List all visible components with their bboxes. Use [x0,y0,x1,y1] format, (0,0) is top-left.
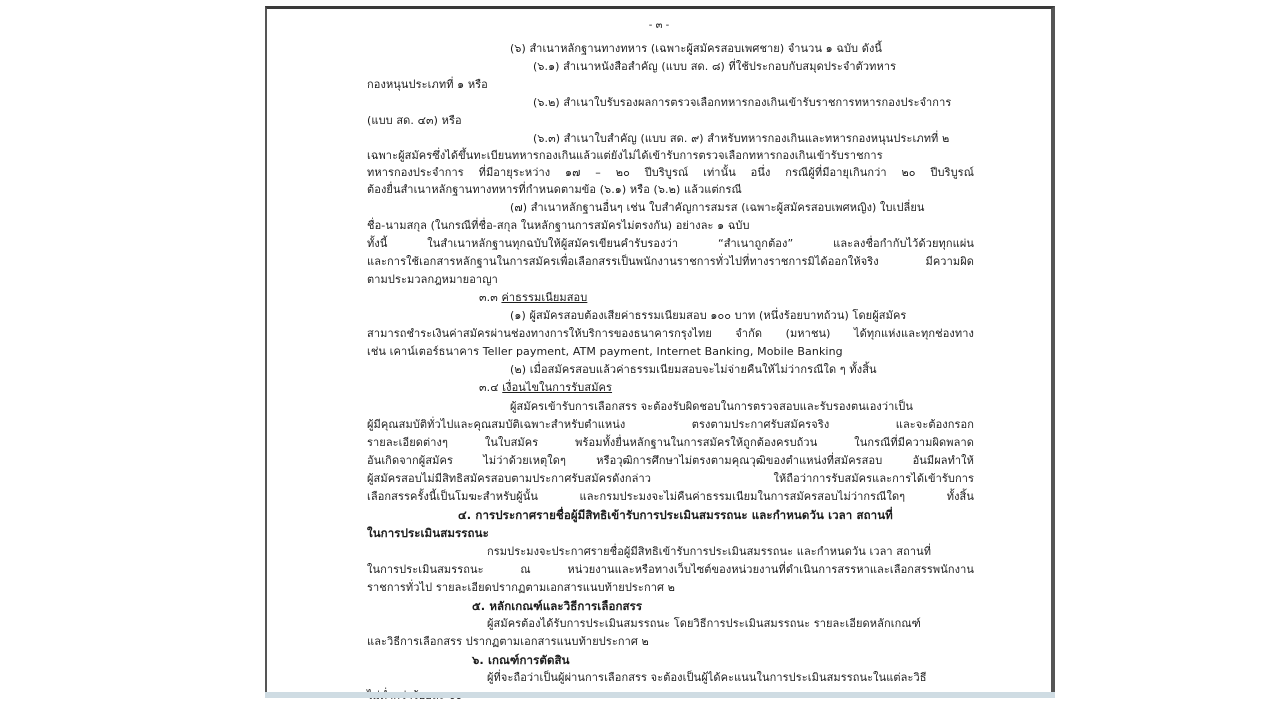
text-line: และการใช้เอกสารหลักฐานในการสมัครเพื่อเลือกสรรเป็นพนักงานราชการทั่วไปที่ทางราชการมิได้ออกให้จริง มีความผิด [367,255,974,268]
text-line: อันเกิดจากผู้สมัคร ไม่ว่าด้วยเหตุใดๆ หรือวุฒิการศึกษาไม่ตรงตามคุณวุฒิของตำแหน่งที่สมัครสอบ อันมีผลทำให้ [367,454,974,467]
text-line: ทหารกองประจำการ ที่มีอายุระหว่าง ๑๗ – ๒๐ ปีบริบูรณ์ เท่านั้น อนึ่ง กรณีผู้ที่มีอายุเกินกว่า ๒๐ ปีบริบูรณ์ [367,166,974,179]
section-title: ค่าธรรมเนียมสอบ [501,291,588,304]
text-line: ในการประเมินสมรรถนะ ณ หน่วยงานและหรือทางเว็บไซต์ของหน่วยงานที่ดำเนินการสรรหาและเลือกสรรพนักงาน [367,563,974,576]
section-number: ๓.๓ [479,291,502,304]
text-line: ราชการทั่วไป รายละเอียดปรากฏตามเอกสารแนบท้ายประกาศ ๒ [367,581,676,594]
page-number: - ๓ - [648,20,670,31]
text-line: ต้องยื่นสำเนาหลักฐานทางทหารที่กำหนดตามข้อ (๖.๑) หรือ (๖.๒) แล้วแต่กรณี [367,183,742,196]
section-heading [479,291,587,305]
section-number: ๓.๔ [479,381,503,394]
text-line: ผู้สมัครเข้ารับการเลือกสรร จะต้องรับผิดชอบในการตรวจสอบและรับรองตนเองว่าเป็น [510,400,914,413]
section-heading: ๖. เกณฑ์การตัดสิน [472,653,570,667]
text-line: เฉพาะผู้สมัครซึ่งได้ขึ้นทะเบียนทหารกองเกินแล้วแต่ยังไม่ได้เข้ารับการตรวจเลือกทหารกองเกินเข้ารับราชการ [367,149,883,162]
text-line: ผู้มีคุณสมบัติทั่วไปและคุณสมบัติเฉพาะสำหรับตำแหน่ง ตรงตามประกาศรับสมัครจริง และจะต้องกรอก [367,418,974,431]
text-line: รายละเอียดต่างๆ ในใบสมัคร พร้อมทั้งยื่นหลักฐานในการสมัครให้ถูกต้องครบถ้วน ในกรณีที่มีความผิดพลาด [367,436,974,449]
text-line: ชื่อ-นามสกุล (ในกรณีที่ชื่อ-สกุล ในหลักฐานการสมัครไม่ตรงกัน) อย่างละ ๑ ฉบับ [367,219,750,232]
section-heading: ในการประเมินสมรรถนะ [367,526,489,540]
section-heading: ๕. หลักเกณฑ์และวิธีการเลือกสรร [472,599,643,613]
text-line: (๖.๑) สำเนาหนังสือสำคัญ (แบบ สด. ๘) ที่ใช้ประกอบกับสมุดประจำตัวทหาร [533,60,897,73]
text-line: (๖) สำเนาหลักฐานทางทหาร (เฉพาะผู้สมัครสอบเพศชาย) จำนวน ๑ ฉบับ ดังนี้ [510,42,883,55]
text-line: สามารถชำระเงินค่าสมัครผ่านช่องทางการให้บริการของธนาคารกรุงไทย จำกัด (มหาชน) ได้ทุกแห่งและทุกช่องทาง [367,327,974,340]
section-heading: ๔. การประกาศรายชื่อผู้มีสิทธิเข้ารับการประเมินสมรรถนะ และกำหนดวัน เวลา สถานที่ [458,508,893,522]
text-line: กองหนุนประเภทที่ ๑ หรือ [367,78,488,91]
text-line: (๖.๒) สำเนาใบรับรองผลการตรวจเลือกทหารกองเกินเข้ารับราชการทหารกองประจำการ [533,96,952,109]
text-line: เช่น เคาน์เตอร์ธนาคาร Teller payment, ATM payment, Internet Banking, Mobile Banking [367,345,843,358]
section-heading [479,381,612,395]
text-line: (แบบ สด. ๔๓) หรือ [367,114,462,127]
section-title: เงื่อนไขในการรับสมัคร [502,381,613,394]
text-line: (๑) ผู้สมัครสอบต้องเสียค่าธรรมเนียมสอบ ๑๐๐ บาท (หนึ่งร้อยบาทถ้วน) โดยผู้สมัคร [510,309,907,322]
text-line: ผู้สมัครสอบไม่มีสิทธิสมัครสอบตามประกาศรับสมัครดังกล่าว ให้ถือว่าการรับสมัครและการได้เข้ารับการ [367,472,974,485]
text-line: ทั้งนี้ ในสำเนาหลักฐานทุกฉบับให้ผู้สมัครเขียนคำรับรองว่า “สำเนาถูกต้อง” และลงชื่อกำกับไว้ด้วยทุกแผ่น [367,237,974,250]
text-line: เลือกสรรครั้งนี้เป็นโมฆะสำหรับผู้นั้น และกรมประมงจะไม่คืนค่าธรรมเนียมในการสมัครสอบไม่ว่ากรณีใดๆ ทั้งสิ้น [367,490,974,503]
text-line: (๗) สำเนาหลักฐานอื่นๆ เช่น ใบสำคัญการสมรส (เฉพาะผู้สมัครสอบเพศหญิง) ใบเปลี่ยน [510,201,925,214]
scroll-edge [265,692,1055,698]
text-line: ผู้ที่จะถือว่าเป็นผู้ผ่านการเลือกสรร จะต้องเป็นผู้ได้คะแนนในการประเมินสมรรถนะในแต่ละวิธี [487,671,927,684]
document-body [267,9,1051,694]
text-line: (๖.๓) สำเนาใบสำคัญ (แบบ สด. ๙) สำหรับทหารกองเกินและทหารกองหนุนประเภทที่ ๒ [533,132,950,145]
text-line: ผู้สมัครต้องได้รับการประเมินสมรรถนะ โดยวิธีการประเมินสมรรถนะ รายละเอียดหลักเกณฑ์ [487,617,921,630]
document-page [265,6,1055,694]
text-line: (๒) เมื่อสมัครสอบแล้วค่าธรรมเนียมสอบจะไม่จ่ายคืนให้ไม่ว่ากรณีใด ๆ ทั้งสิ้น [510,363,877,376]
text-line: กรมประมงจะประกาศรายชื่อผู้มีสิทธิเข้ารับการประเมินสมรรถนะ และกำหนดวัน เวลา สถานที่ [487,545,932,558]
text-line: ตามประมวลกฎหมายอาญา [367,273,498,286]
text-line: และวิธีการเลือกสรร ปรากฏตามเอกสารแนบท้ายประกาศ ๒ [367,635,649,648]
